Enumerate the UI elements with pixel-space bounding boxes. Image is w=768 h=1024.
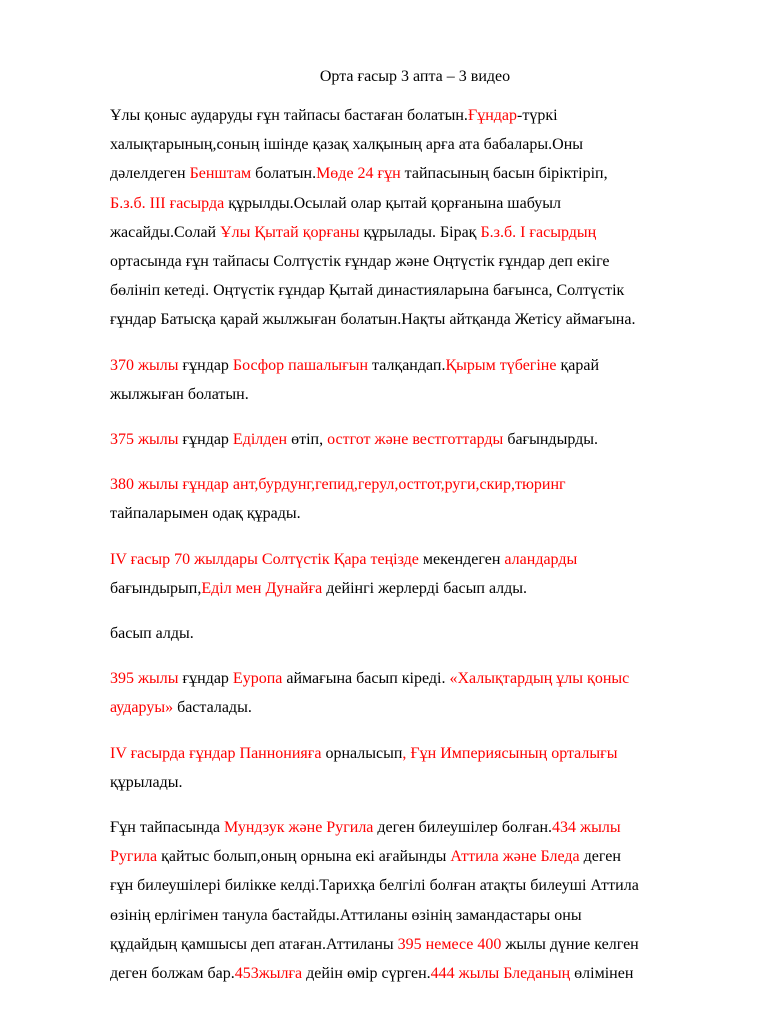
highlighted-text: Еділден — [232, 431, 288, 449]
highlighted-text: Қырым түбегіне — [445, 356, 557, 374]
paragraph — [110, 664, 720, 722]
body-text: жылы дүние келген — [501, 935, 639, 953]
text-line — [110, 693, 720, 722]
paragraph — [110, 470, 720, 528]
text-line — [110, 380, 720, 409]
highlighted-text: «Халықтардың ұлы қоныс — [449, 670, 630, 688]
text-line — [110, 959, 720, 988]
highlighted-text: Аттила және Бледа — [450, 848, 580, 866]
highlighted-text: Ругила — [110, 848, 158, 866]
body-text: құдайдың қамшысы деп атаған.Аттиланы — [110, 935, 398, 953]
text-line — [110, 901, 720, 930]
paragraph — [110, 545, 720, 603]
highlighted-text: 395 немесе 400 — [397, 935, 502, 953]
text-line — [110, 247, 720, 276]
paragraph — [110, 101, 720, 335]
paragraph — [110, 425, 720, 454]
highlighted-text: IV ғасырда ғұндар Паннонияға — [110, 744, 322, 762]
highlighted-text: Босфор пашалығын — [232, 356, 369, 374]
highlighted-text: 444 жылы Бледаның — [430, 965, 571, 983]
paragraph — [110, 351, 720, 409]
text-line — [110, 619, 720, 648]
body-text: ғұндар — [178, 670, 233, 688]
body-text: болатын. — [251, 165, 317, 183]
body-text: тайпасының басын біріктіріп, — [400, 165, 608, 183]
document-body — [110, 101, 720, 988]
text-line — [110, 574, 720, 603]
body-text: басталады. — [173, 699, 252, 717]
highlighted-text: 370 жылы — [110, 356, 179, 374]
body-text: ғұндар — [178, 431, 233, 449]
highlighted-text: , Ғұн Империясының орталығы — [402, 744, 618, 762]
body-text: дейінгі жерлерді басып алды. — [322, 579, 528, 597]
highlighted-text: Ғұндар — [467, 107, 517, 124]
text-line — [110, 351, 720, 380]
text-line — [110, 871, 720, 900]
text-line — [110, 130, 720, 159]
highlighted-text: 395 жылы — [110, 670, 179, 688]
body-text: дейін өмір сүрген. — [302, 965, 431, 983]
text-line — [110, 189, 720, 218]
body-text: құрылды.Осылай олар қытай қорғанына шабуыл — [224, 194, 561, 212]
body-text: ортасында ғұн тайпасы Солтүстік ғұндар және Оңтүстік ғұндар деп екіге — [110, 253, 610, 271]
body-text: қайтыс болып,оның орнына екі ағайынды — [157, 848, 451, 866]
body-text: деген — [579, 848, 621, 866]
text-line — [110, 305, 720, 334]
body-text: аймағына басып кіреді. — [282, 670, 450, 688]
text-line — [110, 739, 720, 768]
body-text: өлімінен — [570, 965, 634, 983]
body-text: дәлелдеген — [110, 165, 190, 183]
highlighted-text: IV ғасыр 70 жылдары Солтүстік Қара теңізде — [110, 550, 419, 568]
body-text: деген болжам бар. — [110, 965, 235, 983]
text-line — [110, 664, 720, 693]
highlighted-text: Еділ мен Дунайға — [201, 579, 323, 597]
body-text: жылжыған болатын. — [110, 385, 249, 403]
document-title: Орта ғасыр 3 апта – 3 видео — [319, 68, 511, 85]
highlighted-text: Б.з.б. І ғасырдың — [480, 223, 597, 241]
body-text: жасайды.Солай — [110, 223, 221, 241]
highlighted-text: Мундзук және Ругила — [223, 819, 374, 837]
body-text: орналысып — [321, 744, 403, 762]
body-text: ғұндар — [178, 356, 233, 374]
highlighted-text: аударуы» — [110, 699, 174, 717]
text-line — [110, 842, 720, 871]
highlighted-text: аландарды — [504, 550, 578, 568]
highlighted-text: 434 жылы — [552, 819, 621, 837]
body-text: тайпаларымен одақ құрады. — [110, 505, 301, 523]
text-line — [110, 545, 720, 574]
highlighted-text: Б.з.б. ІІІ ғасырда — [110, 194, 225, 212]
paragraph — [110, 813, 720, 988]
text-line — [110, 470, 720, 499]
text-line — [110, 276, 720, 305]
body-text: өзінің ерлігімен танула бастайды.Аттиланы өзінің замандастары оны — [110, 906, 582, 924]
body-text: құрылады. — [110, 773, 183, 791]
body-text: Ғұн тайпасында — [110, 819, 224, 837]
text-line — [110, 813, 720, 842]
highlighted-text: 380 жылы ғұндар ант,бурдунг,гепид,герул,остгот,руги,скир,тюринг — [110, 476, 566, 494]
text-line — [110, 101, 720, 130]
text-line — [110, 159, 720, 188]
highlighted-text: остгот және вестготтарды — [327, 431, 504, 449]
body-text: Ұлы қоныс аударуды ғұн тайпасы бастаған болатын. — [110, 107, 468, 124]
body-text: бөлініп кетеді. Оңтүстік ғұндар Қытай династияларына бағынса, Солтүстік — [110, 282, 625, 300]
body-text: деген билеушілер болған. — [373, 819, 553, 837]
body-text: бағындырды. — [503, 431, 598, 449]
body-text: мекендеген — [418, 550, 505, 568]
highlighted-text: Ұлы Қытай қорғаны — [220, 223, 360, 241]
highlighted-text: Мөде 24 ғұн — [316, 165, 401, 183]
highlighted-text: Бенштам — [189, 165, 252, 183]
body-text: ғұн билеушілері билікке келді.Тарихқа белгілі болған атақты билеуші Аттила — [110, 877, 639, 895]
body-text: халықтарының,соның ішінде қазақ халқының арға ата бабалары.Оны — [110, 136, 583, 154]
body-text: өтіп, — [287, 431, 328, 449]
paragraph — [110, 739, 720, 797]
highlighted-text: 453жылға — [234, 965, 303, 983]
text-line — [110, 218, 720, 247]
highlighted-text: Еуропа — [232, 670, 283, 688]
text-line — [110, 499, 720, 528]
paragraph — [110, 619, 720, 648]
body-text: талқандап. — [368, 356, 446, 374]
highlighted-text: 375 жылы — [110, 431, 179, 449]
body-text: ғұндар Батысқа қарай жылжыған болатын.Нақты айтқанда Жетісу аймағына. — [110, 311, 636, 329]
body-text: қарай — [556, 356, 600, 374]
text-line — [110, 425, 720, 454]
body-text: басып алды. — [110, 625, 194, 643]
body-text: құрылады. Бірақ — [359, 223, 481, 241]
text-line — [110, 768, 720, 797]
body-text: -түркі — [517, 107, 558, 124]
body-text: бағындырып, — [110, 579, 202, 597]
text-line — [110, 930, 720, 959]
